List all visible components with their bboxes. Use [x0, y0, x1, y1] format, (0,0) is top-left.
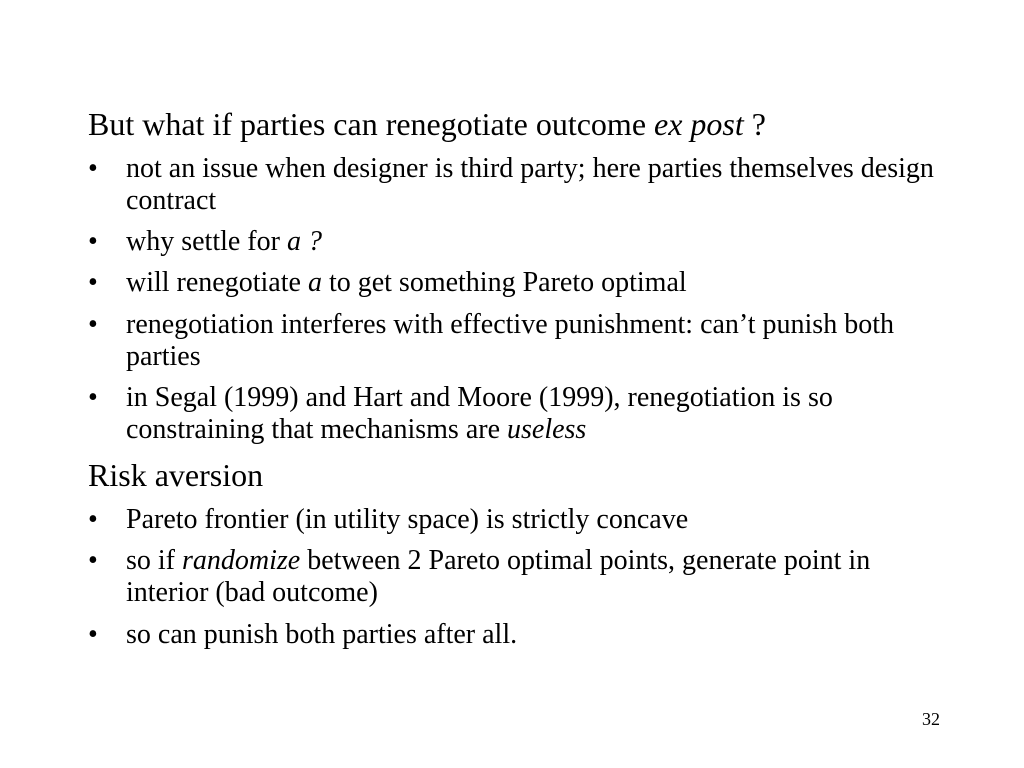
bullet-item [88, 619, 948, 651]
bullet-text: so can punish both parties after all. [126, 619, 518, 650]
heading-text-end: ? [743, 106, 766, 142]
heading-text: But what if parties can renegotiate outcome [88, 106, 655, 142]
bullet-text: not an issue when designer is third party; here parties themselves design contract [126, 153, 934, 216]
bullet-text-part: will renegotiate [126, 267, 308, 298]
bullet-marker: • [88, 153, 98, 184]
bullet-emphasis: a [307, 267, 322, 298]
bullet-text-part: why settle for [126, 226, 287, 257]
bullet-marker: • [88, 267, 98, 298]
bullet-emphasis: randomize [182, 545, 301, 576]
bullet-text-part: between 2 Pareto optimal points, generate point in interior (bad outcome) [126, 545, 871, 608]
section-heading-risk-aversion: Risk aversion [88, 457, 264, 493]
bullet-item [88, 309, 948, 373]
bullet-item [88, 226, 948, 258]
bullet-emphasis: a ? [286, 226, 322, 257]
bullet-text [126, 382, 948, 446]
bullet-marker: • [88, 504, 98, 535]
bullet-text: Pareto frontier (in utility space) is strictly concave [126, 504, 689, 535]
bullet-marker: • [88, 309, 98, 340]
bullet-text-part: to get something Pareto optimal [321, 267, 687, 298]
section-heading-renegotiation [88, 106, 766, 142]
bullet-item [88, 504, 948, 536]
bullet-item [88, 153, 948, 217]
bullet-text [126, 226, 948, 258]
bullet-text-part: so if [126, 545, 182, 576]
bullet-text-part: in Segal (1999) and Hart and Moore (1999), renegotiation is so constraining that mechanisms are [126, 382, 833, 445]
heading-emphasis: ex post [654, 106, 744, 142]
bullet-item [88, 382, 948, 446]
bullet-marker: • [88, 619, 98, 650]
bullet-marker: • [88, 382, 98, 413]
bullet-text: renegotiation interferes with effective punishment: can’t punish both parties [126, 309, 894, 372]
bullet-text [126, 267, 948, 299]
page-number: 32 [922, 709, 940, 729]
bullet-marker: • [88, 226, 98, 257]
bullet-item [88, 545, 948, 609]
bullet-item [88, 267, 948, 299]
bullet-emphasis: useless [507, 414, 587, 445]
bullet-marker: • [88, 545, 98, 576]
bullet-text [126, 545, 948, 609]
